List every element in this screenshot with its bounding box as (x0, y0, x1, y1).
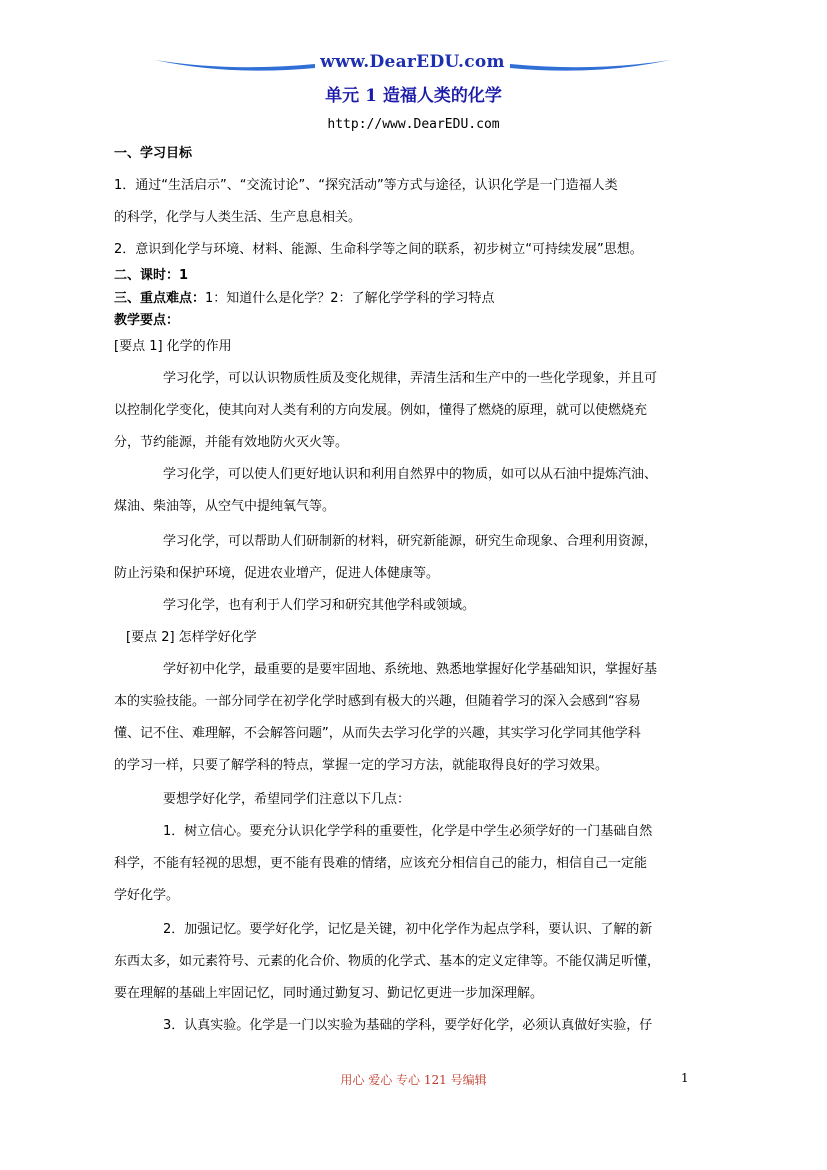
text-line: 学习化学，可以使人们更好地认识和利用自然界中的物质，如可以从石油中提炼汽油、 (163, 467, 658, 482)
text-line: 学习化学，可以认识物质性质及变化规律，弄清生活和生产中的一些化学现象，并且可 (163, 371, 658, 386)
text-line: 要在理解的基础上牢固记忆，同时通过勤复习、勤记忆更进一步加深理解。 (114, 986, 544, 1001)
text-line: 本的实验技能。一部分同学在初学化学时感到有极大的兴趣，但随着学习的深入会感到“容易 (114, 694, 641, 709)
logo-text: www.DearEDU.com (320, 52, 505, 72)
text-line: 东西太多，如元素符号、元素的化合价、物质的化学式、基本的定义定律等。不能仅满足听懂， (114, 954, 661, 969)
text-line: 一、学习目标 (114, 146, 193, 161)
text-line: 以控制化学变化，使其向对人类有利的方向发展。例如，懂得了燃烧的原理，就可以使燃烧充 (114, 403, 648, 418)
source-url: http://www.DearEDU.com (327, 117, 500, 132)
text-line: [要点 2] 怎样学好化学 (126, 630, 257, 645)
text-line: 2．加强记忆。要学好化学，记忆是关键，初中化学作为起点学科，要认识、了解的新 (163, 922, 653, 937)
text-line: 防止污染和保护环境，促进农业增产，促进人体健康等。 (114, 566, 440, 581)
document-title: 单元 1 造福人类的化学 (325, 86, 502, 106)
text-line: 的科学，化学与人类生活、生产息息相关。 (114, 210, 362, 225)
text-line: 学好化学。 (114, 888, 180, 903)
text-line: 分，节约能源，并能有效地防火灭火等。 (114, 435, 349, 450)
text-line: 的学习一样，只要了解学科的特点，掌握一定的学习方法，就能取得良好的学习效果。 (114, 758, 609, 773)
text-line: 科学，不能有轻视的思想，更不能有畏难的情绪，应该充分相信自己的能力，相信自己一定能 (114, 856, 648, 871)
text-line: 二、课时：1 (114, 268, 189, 283)
footer-text: 用心 爱心 专心 121 号编辑 (340, 1073, 487, 1087)
header-logo (150, 50, 675, 78)
page-number: 1 (681, 1071, 689, 1085)
text-line: 学习化学，可以帮助人们研制新的材料，研究新能源，研究生命现象、合理利用资源， (163, 534, 658, 549)
text-line: 煤油、柴油等，从空气中提纯氧气等。 (114, 499, 336, 514)
text-line: 3．认真实验。化学是一门以实验为基础的学科，要学好化学，必须认真做好实验，仔 (163, 1018, 653, 1033)
text-line: 1．树立信心。要充分认识化学学科的重要性，化学是中学生必须学好的一门基础自然 (163, 824, 653, 839)
text-line: 懂、记不住、难理解，不会解答问题”，从而失去学习化学的兴趣，其实学习化学同其他学科 (114, 726, 641, 741)
text-line: 三、重点难点：1：知道什么是化学？2：了解化学学科的学习特点 (114, 291, 495, 306)
text-line: 2．意识到化学与环境、材料、能源、生命科学等之间的联系，初步树立“可持续发展”思想。 (114, 242, 643, 257)
text-line: 教学要点： (114, 313, 180, 328)
text-line: 1．通过“生活启示”、“交流讨论”、“探究活动”等方式与途径，认识化学是一门造福人类 (114, 178, 618, 193)
text-line: [要点 1] 化学的作用 (114, 339, 232, 354)
text-line: 学好初中化学，最重要的是要牢固地、系统地、熟悉地掌握好化学基础知识，掌握好基 (163, 662, 658, 677)
text-line: 学习化学，也有利于人们学习和研究其他学科或领域。 (163, 598, 476, 613)
text-line: 要想学好化学，希望同学们注意以下几点： (163, 792, 411, 807)
